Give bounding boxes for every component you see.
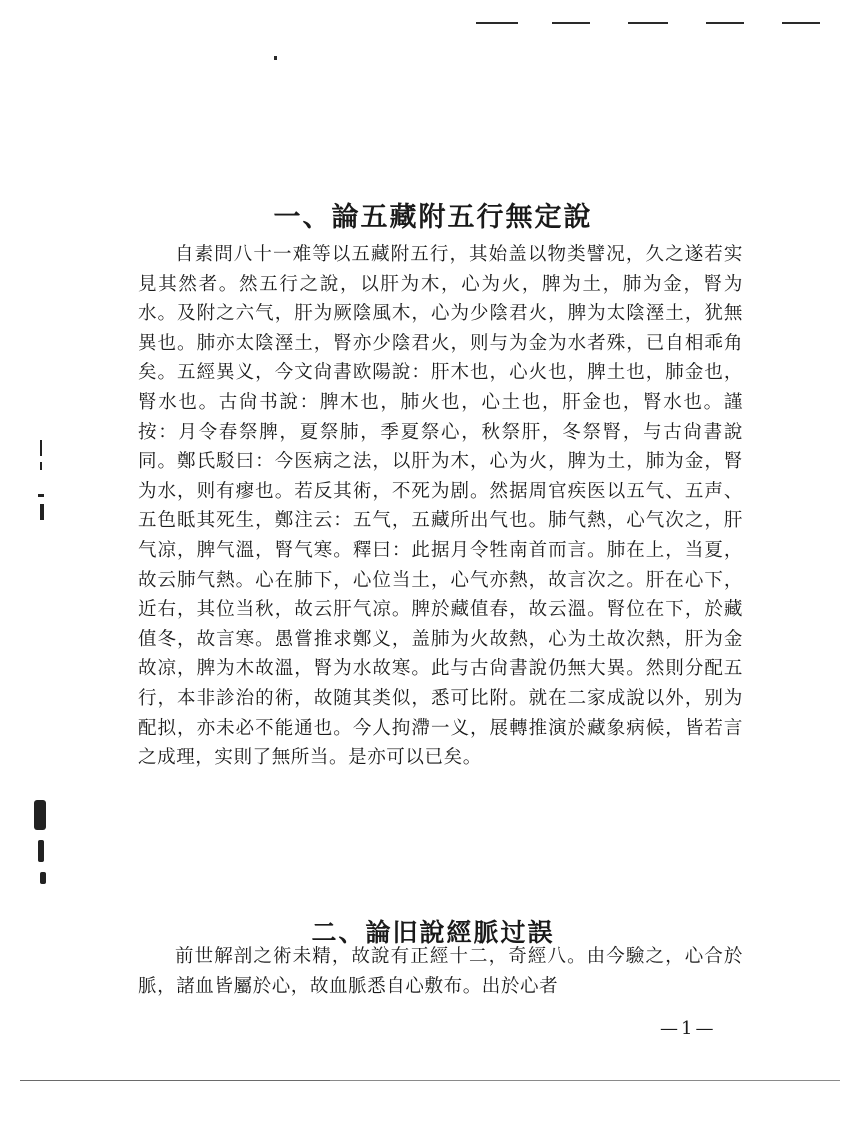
section-1-body: 自素問八十一难等以五藏附五行，其始盖以物类譬况，久之遂若实見其然者。然五行之說，以肝为木，心为火，脾为土，肺为金，腎为水。及附之六气，肝为厥陰風木，心为少陰君火，脾为太陰溼土，犹無異也。肺亦太陰溼土，腎亦少陰君火，则与为金为水者殊，已自相乖角矣。五經異义，今文尙書欧陽說：肝木也，心火也，脾土也，肺金也，腎水也。古尙书說：脾木也，肺火也，心土也，肝金也，腎水也。謹按：月令春祭脾，夏祭肺，季夏祭心，秋祭肝，冬祭腎，与古尙書說同。鄭氏駁曰：今医病之法，以肝为木，心为火，脾为土，肺为金，腎为水，则有瘳也。若反其術，不死为剧。然据周官疾医以五气、五声、五色眡其死生，鄭注云：五气，五藏所出气也。肺气熱，心气次之，肝气凉，脾气溫，腎气寒。釋曰：此据月令牲南首而言。肺在上，当夏，故云肺气熱。心在肺下，心位当土，心气亦熱，故言次之。肝在心下，近右，其位当秋，故云肝气凉。脾於藏值春，故云溫。腎位在下，於藏值冬，故言寒。愚嘗推求鄭义，盖肺为火故熱，心为土故次熱，肝为金故凉，脾为木故溫，腎为水故寒。此与古尙書說仍無大異。然則分配五行，本非診治的術，故随其类似，悉可比附。就在二家成說以外，别为配拟，亦未必不能通也。今人拘滯一义，展轉推演於藏象病候，皆若言之成理，实則了無所当。是亦可以已矣。: [138, 244, 743, 769]
margin-mark: [40, 462, 42, 470]
margin-mark: [40, 872, 46, 884]
top-rule: [782, 22, 820, 24]
margin-mark: [38, 494, 44, 497]
section-1-title: 一、論五藏附五行無定說: [273, 202, 593, 234]
ink-speck: [274, 56, 277, 60]
section-2-title: 二、論旧說經脈过誤: [311, 917, 555, 947]
margin-mark: [38, 840, 44, 862]
page-number: —1—: [660, 1018, 717, 1039]
margin-mark: [40, 504, 44, 520]
top-rule: [628, 22, 668, 24]
bottom-rule: [330, 1080, 840, 1081]
section-2-body: 前世解剖之術未精，故說有正經十二，奇經八。由今驗之，心合於脈，諸血皆屬於心，故血脈悉自心敷布。出於心者: [138, 946, 743, 997]
margin-mark: [40, 440, 42, 456]
top-rule: [706, 22, 744, 24]
top-rule: [552, 22, 590, 24]
bottom-rule: [20, 1080, 340, 1081]
top-rule: [476, 22, 518, 24]
margin-mark: [34, 800, 46, 830]
